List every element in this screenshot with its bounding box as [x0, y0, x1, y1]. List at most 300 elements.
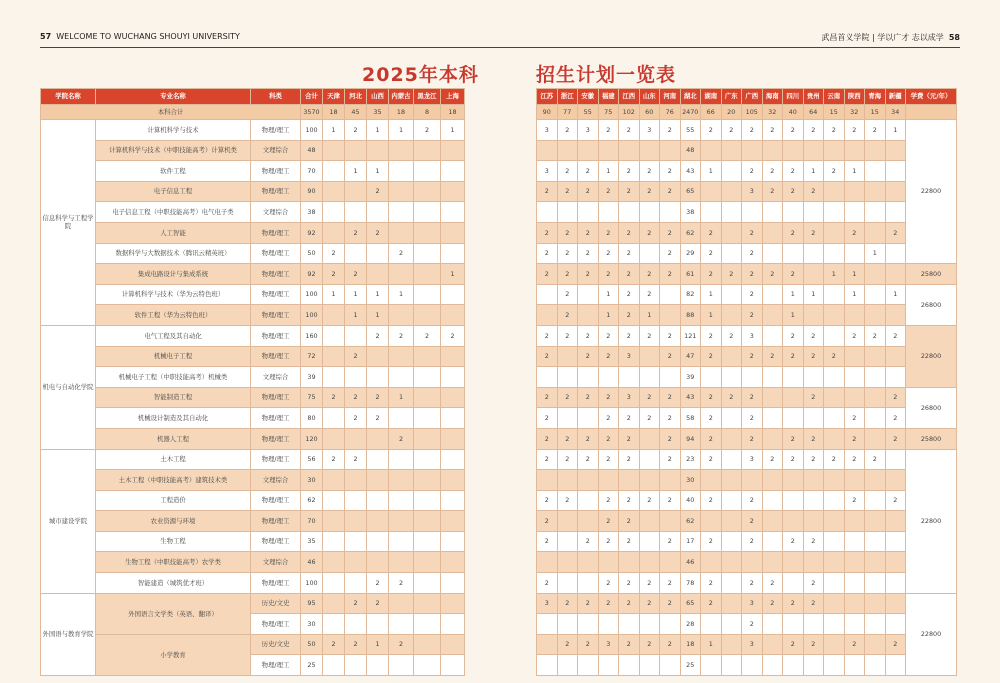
quota-cell [865, 573, 886, 594]
quota-cell [367, 202, 389, 223]
quota-cell: 65 [680, 181, 701, 202]
quota-cell [885, 552, 906, 573]
quota-cell [441, 511, 465, 532]
quota-cell: 3 [619, 387, 640, 408]
quota-cell: 2 [803, 325, 824, 346]
quota-cell [639, 511, 660, 532]
quota-cell [721, 531, 742, 552]
major-name: 机械电子工程（中职技能高考）机械类 [96, 367, 251, 388]
quota-cell [824, 531, 845, 552]
subject-type: 物理/理工 [251, 305, 301, 326]
quota-cell [557, 408, 578, 429]
quota-cell [762, 367, 783, 388]
quota-cell: 2 [367, 593, 389, 614]
quota-cell [598, 140, 619, 161]
quota-cell: 17 [680, 531, 701, 552]
quota-cell: 2 [783, 325, 804, 346]
table-row [41, 470, 465, 491]
major-name: 工程造价 [96, 490, 251, 511]
header-rule [40, 47, 960, 48]
quota-cell [367, 140, 389, 161]
quota-cell: 2 [660, 408, 681, 429]
quota-cell [701, 367, 722, 388]
quota-cell: 2 [701, 490, 722, 511]
quota-cell [865, 490, 886, 511]
quota-cell: 38 [680, 202, 701, 223]
quota-cell: 2 [367, 325, 389, 346]
quota-cell: 2 [885, 387, 906, 408]
subject-type: 物理/理工 [251, 614, 301, 635]
quota-cell: 2 [598, 511, 619, 532]
quota-cell [885, 593, 906, 614]
subject-type: 物理/理工 [251, 573, 301, 594]
quota-cell [367, 449, 389, 470]
right-header-cell: 山东 [639, 89, 660, 105]
total-cell: 20 [721, 105, 742, 120]
quota-cell: 2 [721, 387, 742, 408]
quota-cell [389, 408, 414, 429]
quota-cell [414, 573, 441, 594]
quota-cell [824, 428, 845, 449]
left-header-cell: 黑龙江 [414, 89, 441, 105]
quota-cell: 100 [301, 120, 323, 141]
subject-type: 物理/理工 [251, 531, 301, 552]
quota-cell [389, 655, 414, 676]
right-header-cell: 青海 [865, 89, 886, 105]
table-row [41, 222, 465, 243]
quota-cell: 1 [803, 161, 824, 182]
quota-cell: 2 [557, 449, 578, 470]
quota-cell [323, 346, 345, 367]
quota-cell: 2 [414, 120, 441, 141]
quota-cell [578, 573, 599, 594]
quota-cell: 2 [323, 264, 345, 285]
quota-cell [414, 655, 441, 676]
quota-cell: 2 [865, 449, 886, 470]
quota-cell: 2 [389, 634, 414, 655]
quota-cell: 30 [301, 470, 323, 491]
quota-cell [537, 284, 558, 305]
table-row [537, 325, 957, 346]
quota-cell [660, 655, 681, 676]
quota-cell [865, 264, 886, 285]
quota-cell: 2 [660, 593, 681, 614]
right-header-cell: 贵州 [803, 89, 824, 105]
quota-cell: 2 [598, 264, 619, 285]
quota-cell: 3 [537, 161, 558, 182]
table-row [537, 264, 957, 285]
quota-cell [441, 593, 465, 614]
quota-cell [323, 593, 345, 614]
quota-cell [323, 428, 345, 449]
quota-cell [803, 490, 824, 511]
quota-cell: 2 [660, 181, 681, 202]
quota-cell [639, 449, 660, 470]
total-cell: 3570 [301, 105, 323, 120]
quota-cell: 2 [598, 531, 619, 552]
quota-cell: 56 [301, 449, 323, 470]
quota-cell: 2 [537, 531, 558, 552]
quota-cell [742, 552, 763, 573]
quota-cell: 92 [301, 222, 323, 243]
quota-cell [389, 531, 414, 552]
quota-cell [721, 140, 742, 161]
left-header-cell: 科类 [251, 89, 301, 105]
quota-cell [721, 490, 742, 511]
quota-cell [844, 614, 865, 635]
quota-cell [824, 593, 845, 614]
quota-cell [414, 593, 441, 614]
right-header-cell: 江苏 [537, 89, 558, 105]
quota-cell: 1 [389, 284, 414, 305]
quota-cell [803, 140, 824, 161]
quota-cell: 2 [345, 264, 367, 285]
quota-cell [441, 428, 465, 449]
right-header-cell: 湖北 [680, 89, 701, 105]
quota-cell [345, 428, 367, 449]
quota-cell [844, 655, 865, 676]
table-row [41, 428, 465, 449]
quota-cell [660, 140, 681, 161]
quota-cell [721, 222, 742, 243]
quota-cell [441, 408, 465, 429]
quota-cell [844, 346, 865, 367]
quota-cell [762, 325, 783, 346]
quota-cell [885, 449, 906, 470]
major-name: 计算机科学与技术（中职技能高考）计算机类 [96, 140, 251, 161]
quota-cell: 2 [660, 120, 681, 141]
quota-cell [844, 202, 865, 223]
subject-type: 物理/理工 [251, 325, 301, 346]
quota-cell [885, 655, 906, 676]
quota-cell [598, 202, 619, 223]
page-number-left: 57 [40, 32, 52, 41]
quota-cell [619, 552, 640, 573]
quota-cell: 2 [367, 573, 389, 594]
quota-cell: 2 [619, 408, 640, 429]
quota-cell: 2 [619, 449, 640, 470]
quota-cell [660, 552, 681, 573]
quota-cell: 2 [701, 449, 722, 470]
page-number-right: 58 [948, 33, 960, 42]
quota-cell [721, 202, 742, 223]
quota-cell: 2 [578, 593, 599, 614]
quota-cell [441, 305, 465, 326]
quota-cell: 2 [578, 161, 599, 182]
quota-cell [783, 552, 804, 573]
quota-cell [865, 634, 886, 655]
quota-cell [323, 161, 345, 182]
quota-cell: 2 [557, 305, 578, 326]
quota-cell [389, 264, 414, 285]
quota-cell: 2 [783, 593, 804, 614]
quota-cell: 2 [803, 120, 824, 141]
quota-cell: 2 [783, 428, 804, 449]
quota-cell: 2 [345, 387, 367, 408]
quota-cell: 2 [578, 222, 599, 243]
major-name: 电气工程及其自动化 [96, 325, 251, 346]
quota-cell [389, 593, 414, 614]
quota-cell [824, 634, 845, 655]
subject-type: 物理/理工 [251, 490, 301, 511]
quota-cell [721, 552, 742, 573]
quota-cell: 2 [660, 222, 681, 243]
quota-cell: 2 [557, 161, 578, 182]
quota-cell [619, 140, 640, 161]
quota-cell [660, 305, 681, 326]
total-cell: 60 [639, 105, 660, 120]
left-header-cell: 河北 [345, 89, 367, 105]
right-header-row [537, 89, 957, 105]
quota-cell [578, 408, 599, 429]
quota-cell [885, 511, 906, 532]
subject-type: 物理/理工 [251, 449, 301, 470]
quota-cell [742, 140, 763, 161]
quota-cell: 2 [783, 181, 804, 202]
quota-cell: 92 [301, 264, 323, 285]
quota-cell [844, 387, 865, 408]
quota-cell [578, 511, 599, 532]
quota-cell: 39 [301, 367, 323, 388]
quota-cell [345, 490, 367, 511]
quota-cell [844, 181, 865, 202]
quota-cell [414, 140, 441, 161]
total-cell: 32 [844, 105, 865, 120]
major-name: 电子信息工程 [96, 181, 251, 202]
quota-cell [803, 470, 824, 491]
quota-cell [345, 367, 367, 388]
quota-cell [865, 387, 886, 408]
quota-cell: 2 [598, 593, 619, 614]
quota-cell [323, 181, 345, 202]
quota-cell: 2 [619, 284, 640, 305]
table-row [537, 161, 957, 182]
total-cell: 40 [783, 105, 804, 120]
table-row [41, 408, 465, 429]
quota-cell: 2 [414, 325, 441, 346]
quota-cell [345, 140, 367, 161]
quota-cell: 88 [680, 305, 701, 326]
quota-cell [865, 284, 886, 305]
major-name: 软件工程（华为云特色班） [96, 305, 251, 326]
quota-cell: 2 [742, 511, 763, 532]
table-row [537, 367, 957, 388]
quota-cell [367, 552, 389, 573]
quota-cell: 2 [598, 222, 619, 243]
quota-cell [803, 511, 824, 532]
table-row [41, 305, 465, 326]
quota-cell [721, 367, 742, 388]
total-cell: 32 [762, 105, 783, 120]
quota-cell [414, 346, 441, 367]
quota-cell: 2 [598, 346, 619, 367]
quota-cell [824, 511, 845, 532]
left-header-row [41, 89, 465, 105]
table-row [537, 490, 957, 511]
quota-cell: 2 [537, 325, 558, 346]
quota-cell: 3 [742, 593, 763, 614]
quota-cell [598, 470, 619, 491]
subject-type: 物理/理工 [251, 346, 301, 367]
quota-cell [762, 222, 783, 243]
table-row [41, 449, 465, 470]
quota-cell: 43 [680, 161, 701, 182]
quota-cell: 2 [824, 120, 845, 141]
quota-cell [389, 161, 414, 182]
quota-cell [389, 614, 414, 635]
quota-cell: 2 [598, 573, 619, 594]
subject-type: 文理综合 [251, 140, 301, 161]
quota-cell: 72 [301, 346, 323, 367]
quota-cell: 35 [301, 531, 323, 552]
table-row [41, 325, 465, 346]
quota-cell [441, 140, 465, 161]
quota-cell: 2 [639, 408, 660, 429]
subject-type: 物理/理工 [251, 655, 301, 676]
quota-cell [345, 470, 367, 491]
quota-cell: 1 [885, 120, 906, 141]
quota-cell [701, 181, 722, 202]
quota-cell [865, 222, 886, 243]
quota-cell: 2 [844, 325, 865, 346]
quota-cell: 2 [742, 614, 763, 635]
quota-cell: 82 [680, 284, 701, 305]
quota-cell [414, 470, 441, 491]
quota-cell: 2 [578, 531, 599, 552]
quota-cell [441, 284, 465, 305]
quota-cell [865, 531, 886, 552]
quota-cell [557, 202, 578, 223]
quota-cell [824, 367, 845, 388]
quota-cell: 2 [701, 531, 722, 552]
quota-cell: 2 [345, 346, 367, 367]
right-header-cell: 陕西 [844, 89, 865, 105]
table-row [537, 449, 957, 470]
quota-cell: 3 [742, 449, 763, 470]
quota-cell [639, 202, 660, 223]
quota-cell: 2 [537, 222, 558, 243]
quota-cell: 2 [323, 243, 345, 264]
quota-cell [844, 511, 865, 532]
quota-cell [323, 305, 345, 326]
quota-cell: 2 [639, 593, 660, 614]
quota-cell: 2 [619, 511, 640, 532]
quota-cell [885, 573, 906, 594]
quota-cell [824, 614, 845, 635]
quota-cell: 2 [783, 161, 804, 182]
quota-cell: 2 [537, 490, 558, 511]
quota-cell: 2 [762, 264, 783, 285]
quota-cell: 2 [885, 325, 906, 346]
quota-cell: 2 [803, 449, 824, 470]
quota-cell [323, 470, 345, 491]
table-row [41, 346, 465, 367]
quota-cell [389, 305, 414, 326]
quota-cell: 2 [578, 243, 599, 264]
quota-cell [578, 140, 599, 161]
quota-cell [844, 552, 865, 573]
quota-cell [323, 202, 345, 223]
quota-cell [389, 346, 414, 367]
quota-cell: 1 [323, 284, 345, 305]
quota-cell: 78 [680, 573, 701, 594]
quota-cell: 2 [803, 428, 824, 449]
quota-cell [762, 470, 783, 491]
quota-cell [865, 346, 886, 367]
quota-cell: 1 [367, 120, 389, 141]
total-row [537, 105, 957, 120]
total-cell: 66 [701, 105, 722, 120]
quota-cell [414, 202, 441, 223]
quota-cell: 2 [345, 120, 367, 141]
quota-cell [345, 511, 367, 532]
quota-cell: 2 [701, 120, 722, 141]
right-header-cell: 学费（元/年） [906, 89, 957, 105]
quota-cell [557, 531, 578, 552]
quota-cell [803, 202, 824, 223]
table-row [537, 511, 957, 532]
table-row [41, 511, 465, 532]
quota-cell: 2 [803, 387, 824, 408]
table-row [41, 181, 465, 202]
quota-cell: 2 [557, 325, 578, 346]
quota-cell [824, 387, 845, 408]
quota-cell: 1 [598, 161, 619, 182]
quota-cell [742, 202, 763, 223]
quota-cell: 3 [578, 120, 599, 141]
quota-cell: 1 [824, 264, 845, 285]
quota-cell [742, 470, 763, 491]
quota-cell [783, 614, 804, 635]
quota-cell [885, 264, 906, 285]
quota-cell [844, 243, 865, 264]
quota-cell [414, 490, 441, 511]
quota-cell [762, 531, 783, 552]
quota-cell: 121 [680, 325, 701, 346]
header-left-text: WELCOME TO WUCHANG SHOUYI UNIVERSITY [56, 32, 240, 41]
quota-cell: 2 [844, 490, 865, 511]
quota-cell: 48 [680, 140, 701, 161]
quota-cell: 2 [803, 346, 824, 367]
quota-cell [701, 655, 722, 676]
quota-cell [414, 161, 441, 182]
table-row [537, 531, 957, 552]
quota-cell [803, 243, 824, 264]
subject-type: 物理/理工 [251, 408, 301, 429]
quota-cell [721, 511, 742, 532]
quota-cell: 1 [803, 284, 824, 305]
quota-cell: 1 [367, 634, 389, 655]
quota-cell [660, 614, 681, 635]
quota-cell [783, 490, 804, 511]
quota-cell: 2 [783, 449, 804, 470]
table-row [537, 202, 957, 223]
quota-cell: 2 [578, 181, 599, 202]
quota-cell [323, 222, 345, 243]
quota-cell: 2 [323, 387, 345, 408]
quota-cell [803, 264, 824, 285]
quota-cell: 2 [742, 387, 763, 408]
quota-cell [557, 346, 578, 367]
tuition-fee: 22800 [906, 325, 957, 387]
quota-cell [803, 408, 824, 429]
major-name: 机械电子工程 [96, 346, 251, 367]
quota-cell [885, 181, 906, 202]
quota-cell [441, 243, 465, 264]
quota-cell: 50 [301, 634, 323, 655]
quota-cell: 58 [680, 408, 701, 429]
quota-cell [660, 511, 681, 532]
